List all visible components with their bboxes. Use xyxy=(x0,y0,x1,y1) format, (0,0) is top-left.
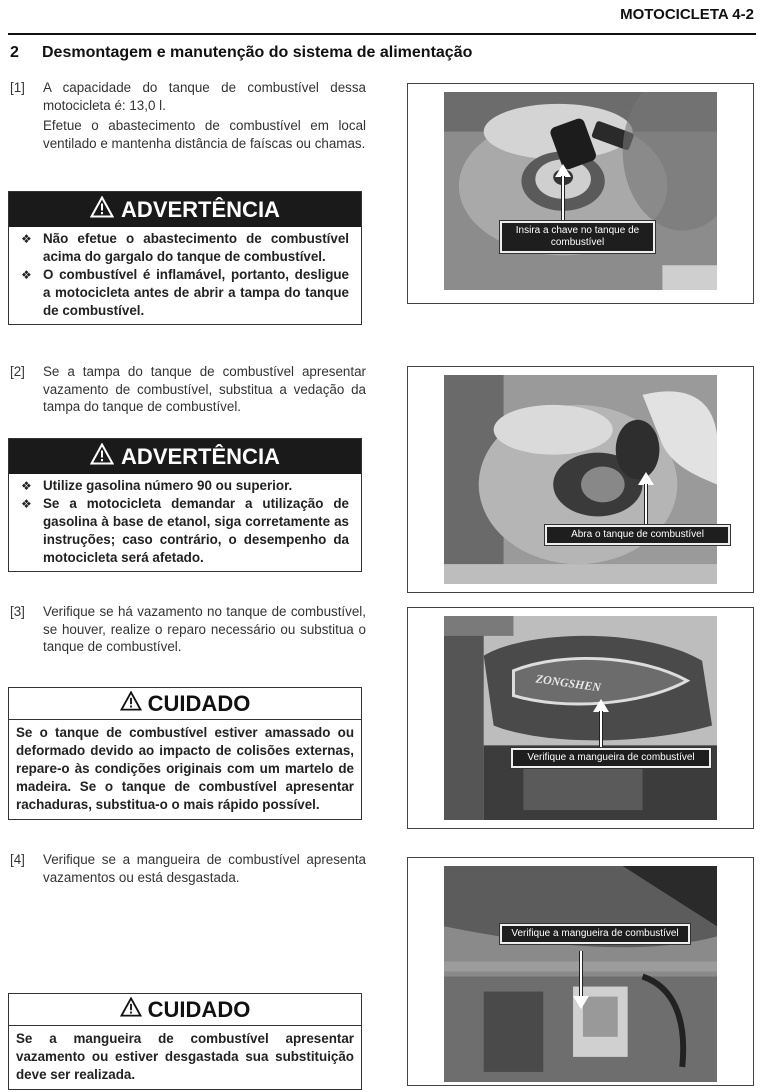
figure-2 xyxy=(407,366,754,593)
warning-item xyxy=(21,495,349,567)
step-2 xyxy=(10,363,366,416)
warning-triangle-icon xyxy=(90,196,114,224)
figure-caption: Verifique a mangueira de combustível xyxy=(511,748,711,768)
step-text: Verifique se a mangueira de combustível apresenta vazamentos ou está desgastada. xyxy=(43,852,366,885)
step-3 xyxy=(10,603,366,656)
bullet-icon: ❖ xyxy=(21,232,32,246)
warning-title: ADVERTÊNCIA xyxy=(121,196,280,222)
step-4 xyxy=(10,851,366,886)
figure-caption: Abra o tanque de combustível xyxy=(545,525,730,545)
warning-box xyxy=(8,191,362,325)
caution-header xyxy=(9,994,361,1026)
step-text: Se a tampa do tanque de combustível apresentar vazamento de combustível, substitua a vedação da tampa do tanque de combustível. xyxy=(43,364,366,414)
caution-box xyxy=(8,687,362,820)
step-text: Verifique se há vazamento no tanque de combustível, se houver, realize o reparo necessário ou substitua o tanque de combustível. xyxy=(43,604,366,654)
step-text: A capacidade do tanque de combustível dessa motocicleta é: 13,0 l. xyxy=(43,80,366,113)
warning-triangle-icon xyxy=(120,691,142,717)
warning-item xyxy=(21,477,349,495)
bullet-icon: ❖ xyxy=(21,479,32,493)
tank-logo-text: ZONGSHEN xyxy=(535,671,602,695)
page-header: MOTOCICLETA 4-2 xyxy=(620,6,754,23)
section-title xyxy=(10,44,472,62)
step-index: [1] xyxy=(10,80,25,95)
warning-item-text: Não efetue o abastecimento de combustível acima do gargalo do tanque de combustível. xyxy=(43,231,349,264)
caution-title: CUIDADO xyxy=(147,690,251,716)
caution-title: CUIDADO xyxy=(147,996,251,1022)
figure-1 xyxy=(407,83,754,304)
warning-header xyxy=(9,192,361,227)
caution-text: Se o tanque de combustível estiver amassado ou deformado devido ao impacto de colisões externas, repare-o às condições originais com um martelo de madeira. Se o tanque de combustível apresentar rachaduras, substitua-o o mais rápido possível. xyxy=(16,725,354,812)
section-title-text: Desmontagem e manutenção do sistema de alimentação xyxy=(42,44,473,61)
figure-caption: Verifique a mangueira de combustível xyxy=(500,924,690,944)
caution-box xyxy=(8,993,362,1090)
warning-item-text: Se a motocicleta demandar a utilização de gasolina à base de etanol, siga corretamente as instruções; caso contrário, o desempenho da motocicleta será afetado. xyxy=(43,496,349,565)
caution-text: Se a mangueira de combustível apresentar vazamento ou estiver desgastada sua substituição deve ser realizada. xyxy=(16,1031,354,1082)
step-text: Efetue o abastecimento de combustível em local ventilado e mantenha distância de faíscas ou chamas. xyxy=(43,118,366,151)
header-rule xyxy=(8,33,756,35)
step-1 xyxy=(10,79,366,152)
warning-header xyxy=(9,439,361,474)
warning-item xyxy=(21,266,349,320)
figure-3 xyxy=(407,607,754,829)
step-index: [3] xyxy=(10,604,25,619)
warning-title: ADVERTÊNCIA xyxy=(121,443,280,469)
section-number: 2 xyxy=(10,44,19,61)
bullet-icon: ❖ xyxy=(21,268,32,282)
step-index: [2] xyxy=(10,364,25,379)
caution-header xyxy=(9,688,361,720)
fuel-tank-side-photo xyxy=(444,616,717,820)
figure-4 xyxy=(407,857,754,1086)
warning-box xyxy=(8,438,362,572)
warning-item-text: Utilize gasolina número 90 ou superior. xyxy=(43,478,293,493)
warning-triangle-icon xyxy=(90,443,114,471)
fuel-cap-open-photo xyxy=(444,375,717,584)
warning-triangle-icon xyxy=(120,997,142,1023)
bullet-icon: ❖ xyxy=(21,497,32,511)
warning-item xyxy=(21,230,349,266)
step-index: [4] xyxy=(10,852,25,867)
warning-item-text: O combustível é inflamável, portanto, desligue a motocicleta antes de abrir a tampa do tanque de combustível. xyxy=(43,267,349,318)
figure-caption: Insira a chave no tanque de combustível xyxy=(500,221,655,253)
fuel-cap-key-photo xyxy=(444,92,717,290)
